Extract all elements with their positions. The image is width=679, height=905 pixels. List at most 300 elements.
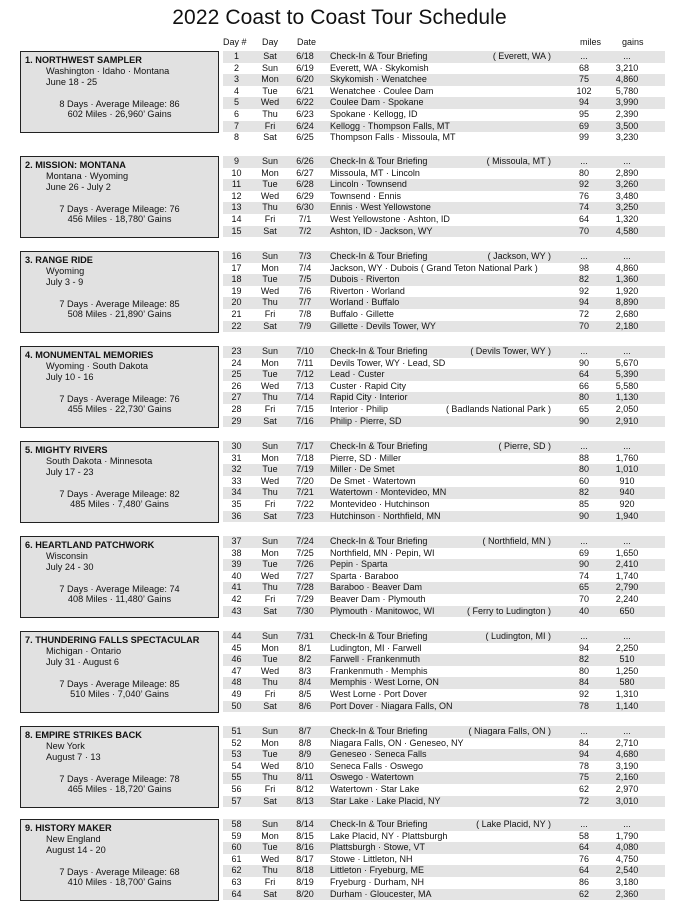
miles: 80 bbox=[578, 392, 589, 403]
route: Custer · Rapid City bbox=[330, 380, 407, 391]
day-number: 62 bbox=[231, 865, 242, 876]
route: Lead · Custer bbox=[330, 369, 385, 380]
tour-dates: June 26 - July 2 bbox=[46, 182, 111, 192]
weekday: Mon bbox=[261, 547, 279, 558]
date: 6/28 bbox=[296, 179, 314, 190]
miles: 66 bbox=[578, 380, 589, 391]
date: 7/14 bbox=[296, 392, 314, 403]
schedule-row bbox=[223, 738, 665, 750]
weekday: Mon bbox=[261, 167, 279, 178]
schedule-row bbox=[223, 796, 665, 808]
schedule-row bbox=[223, 511, 665, 523]
date: 6/18 bbox=[296, 51, 314, 61]
day-number: 20 bbox=[231, 297, 242, 308]
day-number: 34 bbox=[231, 487, 242, 498]
tour-region: Montana · Wyoming bbox=[46, 171, 129, 181]
date: 7/21 bbox=[296, 487, 314, 498]
miles: 76 bbox=[578, 190, 589, 201]
day-number: 53 bbox=[231, 749, 242, 760]
schedule-row bbox=[223, 594, 665, 606]
tour-region: Wisconsin bbox=[46, 551, 88, 561]
tour-days-mileage: 7 Days · Average Mileage: 68 bbox=[59, 867, 180, 877]
elevation-gains: 2,910 bbox=[615, 415, 639, 426]
tour-miles-gains: 485 Miles · 7,480’ Gains bbox=[70, 499, 169, 509]
day-number: 22 bbox=[231, 320, 242, 331]
weekday: Sat bbox=[263, 225, 277, 236]
day-number: 23 bbox=[231, 346, 242, 356]
date: 8/15 bbox=[296, 830, 314, 841]
weekday: Fri bbox=[264, 876, 276, 887]
date: 7/26 bbox=[296, 559, 314, 570]
tour-miles-gains: 456 Miles · 18,780’ Gains bbox=[67, 214, 172, 224]
day-number: 57 bbox=[231, 795, 242, 806]
elevation-gains: 3,480 bbox=[615, 190, 639, 201]
route: Fryeburg · Durham, NH bbox=[330, 876, 425, 887]
route: Sparta · Baraboo bbox=[330, 570, 399, 581]
date: 8/12 bbox=[296, 783, 314, 794]
day-number: 2 bbox=[233, 62, 239, 73]
tour-dates: July 3 - 9 bbox=[46, 277, 84, 287]
elevation-gains: 3,230 bbox=[615, 132, 639, 143]
date: 8/16 bbox=[296, 842, 314, 853]
route: Missoula, MT · Lincoln bbox=[330, 167, 420, 178]
schedule-row bbox=[223, 571, 665, 583]
tour-days-mileage: 7 Days · Average Mileage: 76 bbox=[59, 394, 180, 404]
day-number: 21 bbox=[231, 308, 242, 319]
elevation-gains: ... bbox=[623, 441, 631, 451]
date: 7/19 bbox=[296, 464, 314, 475]
date: 8/18 bbox=[296, 865, 314, 876]
elevation-gains: 8,890 bbox=[615, 297, 639, 308]
miles: 92 bbox=[578, 688, 589, 699]
schedule-row bbox=[223, 251, 665, 263]
day-number: 60 bbox=[231, 842, 242, 853]
miles: ... bbox=[580, 251, 588, 261]
route: Pierre, SD · Miller bbox=[330, 452, 402, 463]
tour-info-box bbox=[20, 726, 219, 808]
weekday: Mon bbox=[261, 357, 279, 368]
schedule-row bbox=[223, 499, 665, 511]
tour-days-mileage: 7 Days · Average Mileage: 74 bbox=[59, 584, 180, 594]
weekday: Wed bbox=[260, 570, 280, 581]
day-number: 1 bbox=[233, 51, 239, 61]
day-number: 37 bbox=[231, 536, 242, 546]
date: 8/10 bbox=[296, 760, 314, 771]
day-number: 44 bbox=[231, 631, 242, 641]
date: 7/13 bbox=[296, 380, 314, 391]
route-note: ( Ludington, MI ) bbox=[485, 631, 551, 641]
weekday: Thu bbox=[262, 202, 278, 213]
tour-name: 7. THUNDERING FALLS SPECTACULAR bbox=[25, 635, 200, 645]
tour-info-box bbox=[20, 441, 219, 523]
weekday: Fri bbox=[264, 593, 276, 604]
tour-region: New England bbox=[46, 834, 101, 844]
weekday: Sun bbox=[261, 819, 278, 829]
route-note: ( Niagara Falls, ON ) bbox=[468, 726, 551, 736]
schedule-row bbox=[223, 392, 665, 404]
tour-section bbox=[20, 631, 668, 716]
schedule-table bbox=[223, 251, 665, 332]
miles: 92 bbox=[578, 179, 589, 190]
elevation-gains: ... bbox=[623, 346, 631, 356]
route: Check-In & Tour Briefing bbox=[330, 51, 428, 61]
weekday: Mon bbox=[261, 642, 279, 653]
day-number: 40 bbox=[231, 570, 242, 581]
route: Baraboo · Beaver Dam bbox=[330, 582, 423, 593]
tour-info-box bbox=[20, 51, 219, 133]
miles: 99 bbox=[578, 132, 589, 143]
miles: 72 bbox=[578, 308, 589, 319]
day-number: 15 bbox=[231, 225, 242, 236]
schedule-row bbox=[223, 854, 665, 866]
elevation-gains: 2,050 bbox=[615, 403, 639, 414]
elevation-gains: 2,360 bbox=[615, 888, 639, 899]
miles: 74 bbox=[578, 570, 589, 581]
date: 6/26 bbox=[296, 156, 314, 166]
tour-name: 5. MIGHTY RIVERS bbox=[25, 445, 108, 455]
weekday: Mon bbox=[261, 830, 279, 841]
tour-region: Washington · Idaho · Montana bbox=[46, 66, 170, 76]
route: Lincoln · Townsend bbox=[330, 179, 407, 190]
tour-miles-gains: 455 Miles · 22,730’ Gains bbox=[67, 404, 172, 414]
date: 7/9 bbox=[298, 320, 312, 331]
column-header-day: Day bbox=[262, 37, 279, 47]
miles: 58 bbox=[578, 830, 589, 841]
route: Port Dover · Niagara Falls, ON bbox=[330, 700, 453, 711]
route: Geneseo · Seneca Falls bbox=[330, 749, 427, 760]
elevation-gains: 4,580 bbox=[615, 225, 639, 236]
date: 6/27 bbox=[296, 167, 314, 178]
weekday: Fri bbox=[264, 120, 276, 131]
day-number: 56 bbox=[231, 783, 242, 794]
miles: 74 bbox=[578, 202, 589, 213]
day-number: 63 bbox=[231, 876, 242, 887]
schedule-row bbox=[223, 168, 665, 180]
elevation-gains: 2,410 bbox=[615, 559, 639, 570]
route: Check-In & Tour Briefing bbox=[330, 631, 428, 641]
date: 7/20 bbox=[296, 475, 314, 486]
schedule-row bbox=[223, 121, 665, 133]
miles: 64 bbox=[578, 865, 589, 876]
column-header-date: Date bbox=[297, 37, 317, 47]
schedule-table bbox=[223, 726, 665, 807]
schedule-row bbox=[223, 831, 665, 843]
day-number: 42 bbox=[231, 593, 242, 604]
schedule-row bbox=[223, 877, 665, 889]
weekday: Fri bbox=[264, 783, 276, 794]
route-note: ( Devils Tower, WY ) bbox=[470, 346, 551, 356]
day-number: 51 bbox=[231, 726, 242, 736]
weekday: Sat bbox=[263, 700, 277, 711]
weekday: Mon bbox=[261, 452, 279, 463]
miles: 68 bbox=[578, 62, 589, 73]
date: 8/9 bbox=[298, 749, 312, 760]
schedule-row bbox=[223, 476, 665, 488]
day-number: 8 bbox=[233, 132, 239, 143]
elevation-gains: 2,890 bbox=[615, 167, 639, 178]
weekday: Sat bbox=[263, 132, 277, 143]
day-number: 41 bbox=[231, 582, 242, 593]
date: 8/4 bbox=[298, 677, 312, 688]
weekday: Sun bbox=[261, 346, 278, 356]
weekday: Tue bbox=[262, 464, 278, 475]
day-number: 30 bbox=[231, 441, 242, 451]
schedule-row bbox=[223, 358, 665, 370]
route: De Smet · Watertown bbox=[330, 475, 416, 486]
elevation-gains: ... bbox=[623, 251, 631, 261]
weekday: Thu bbox=[262, 487, 278, 498]
elevation-gains: 1,140 bbox=[615, 700, 639, 711]
weekday: Wed bbox=[260, 853, 280, 864]
route: Riverton · Worland bbox=[330, 285, 405, 296]
day-number: 35 bbox=[231, 498, 242, 509]
tour-region: Wyoming · South Dakota bbox=[46, 361, 149, 371]
date: 6/29 bbox=[296, 190, 314, 201]
tour-miles-gains: 602 Miles · 26,960’ Gains bbox=[67, 109, 172, 119]
weekday: Sat bbox=[263, 51, 277, 61]
miles: ... bbox=[580, 441, 588, 451]
weekday: Sat bbox=[263, 510, 277, 521]
tour-dates: August 7 · 13 bbox=[46, 752, 101, 762]
date: 6/21 bbox=[296, 85, 314, 96]
date: 8/6 bbox=[298, 700, 312, 711]
elevation-gains: 1,920 bbox=[615, 285, 639, 296]
date: 8/8 bbox=[298, 737, 312, 748]
day-number: 9 bbox=[233, 156, 239, 166]
schedule-row bbox=[223, 689, 665, 701]
miles: 76 bbox=[578, 853, 589, 864]
miles: ... bbox=[580, 726, 588, 736]
day-number: 55 bbox=[231, 772, 242, 783]
elevation-gains: 3,210 bbox=[615, 62, 639, 73]
tour-region: Michigan · Ontario bbox=[46, 646, 122, 656]
day-number: 49 bbox=[231, 688, 242, 699]
miles: ... bbox=[580, 346, 588, 356]
tour-dates: June 18 - 25 bbox=[46, 77, 98, 87]
weekday: Tue bbox=[262, 559, 278, 570]
tour-days-mileage: 7 Days · Average Mileage: 85 bbox=[59, 299, 180, 309]
elevation-gains: 2,180 bbox=[615, 320, 639, 331]
schedule-row bbox=[223, 749, 665, 761]
elevation-gains: 920 bbox=[619, 498, 635, 509]
date: 7/6 bbox=[298, 285, 312, 296]
tour-name: 6. HEARTLAND PATCHWORK bbox=[25, 540, 155, 550]
miles: 72 bbox=[578, 795, 589, 806]
miles: 84 bbox=[578, 737, 589, 748]
miles: 95 bbox=[578, 108, 589, 119]
day-number: 6 bbox=[233, 108, 239, 119]
route: Check-In & Tour Briefing bbox=[330, 156, 428, 166]
route-note: ( Missoula, MT ) bbox=[486, 156, 551, 166]
elevation-gains: ... bbox=[623, 156, 631, 166]
schedule-row bbox=[223, 274, 665, 286]
elevation-gains: 4,080 bbox=[615, 842, 639, 853]
miles: 88 bbox=[578, 452, 589, 463]
weekday: Tue bbox=[262, 749, 278, 760]
miles: 75 bbox=[578, 772, 589, 783]
date: 8/3 bbox=[298, 665, 312, 676]
route: Check-In & Tour Briefing bbox=[330, 346, 428, 356]
weekday: Tue bbox=[262, 85, 278, 96]
tour-info-box bbox=[20, 156, 219, 238]
route: Pepin · Sparta bbox=[330, 559, 388, 570]
weekday: Thu bbox=[262, 108, 278, 119]
tour-section bbox=[20, 819, 668, 904]
schedule-table bbox=[223, 51, 665, 144]
date: 7/18 bbox=[296, 452, 314, 463]
weekday: Tue bbox=[262, 369, 278, 380]
schedule-row bbox=[223, 701, 665, 713]
tour-dates: July 17 - 23 bbox=[46, 467, 94, 477]
route-note: ( Lake Placid, NY ) bbox=[476, 819, 551, 829]
route: Check-In & Tour Briefing bbox=[330, 819, 428, 829]
schedule-table bbox=[223, 536, 665, 617]
schedule-row bbox=[223, 559, 665, 571]
tour-info-box bbox=[20, 819, 219, 901]
schedule-table bbox=[223, 346, 665, 427]
miles: 90 bbox=[578, 559, 589, 570]
tour-name: 3. RANGE RIDE bbox=[25, 255, 93, 265]
weekday: Tue bbox=[262, 274, 278, 285]
date: 7/12 bbox=[296, 369, 314, 380]
date: 6/24 bbox=[296, 120, 314, 131]
day-number: 19 bbox=[231, 285, 242, 296]
miles: 85 bbox=[578, 498, 589, 509]
schedule-row bbox=[223, 202, 665, 214]
column-header-miles: miles bbox=[580, 37, 602, 47]
column-header-gains: gains bbox=[622, 37, 644, 47]
route: Philip · Pierre, SD bbox=[330, 415, 402, 426]
route: Worland · Buffalo bbox=[330, 297, 400, 308]
route: Plattsburgh · Stowe, VT bbox=[330, 842, 426, 853]
weekday: Thu bbox=[262, 297, 278, 308]
tour-miles-gains: 508 Miles · 21,890’ Gains bbox=[67, 309, 172, 319]
day-number: 38 bbox=[231, 547, 242, 558]
date: 6/23 bbox=[296, 108, 314, 119]
elevation-gains: ... bbox=[623, 631, 631, 641]
route-note: ( Badlands National Park ) bbox=[445, 403, 551, 414]
weekday: Wed bbox=[260, 665, 280, 676]
date: 8/7 bbox=[298, 726, 312, 736]
tour-days-mileage: 7 Days · Average Mileage: 82 bbox=[59, 489, 180, 499]
elevation-gains: 1,130 bbox=[615, 392, 639, 403]
tour-name: 9. HISTORY MAKER bbox=[25, 823, 112, 833]
route-note: ( Ferry to Ludington ) bbox=[466, 605, 551, 616]
elevation-gains: 1,010 bbox=[615, 464, 639, 475]
weekday: Fri bbox=[264, 498, 276, 509]
tour-info-box bbox=[20, 631, 219, 713]
route: Spokane · Kellogg, ID bbox=[330, 108, 418, 119]
weekday: Sun bbox=[261, 62, 278, 73]
elevation-gains: ... bbox=[623, 51, 631, 61]
day-number: 64 bbox=[231, 888, 242, 899]
elevation-gains: 1,250 bbox=[615, 665, 639, 676]
date: 7/29 bbox=[296, 593, 314, 604]
elevation-gains: 1,320 bbox=[615, 213, 639, 224]
schedule-row bbox=[223, 643, 665, 655]
route: Jackson, WY · Dubois ( Grand Teton National Park ) bbox=[330, 262, 538, 273]
date: 8/14 bbox=[296, 819, 314, 829]
route: Everett, WA · Skykomish bbox=[330, 62, 429, 73]
schedule-row bbox=[223, 654, 665, 666]
day-number: 16 bbox=[231, 251, 242, 261]
date: 7/30 bbox=[296, 605, 314, 616]
weekday: Sun bbox=[261, 251, 278, 261]
day-number: 29 bbox=[231, 415, 242, 426]
route: Beaver Dam · Plymouth bbox=[330, 593, 426, 604]
schedule-row bbox=[223, 677, 665, 689]
route-note: ( Northfield, MN ) bbox=[482, 536, 551, 546]
schedule-row bbox=[223, 404, 665, 416]
tour-miles-gains: 408 Miles · 11,480’ Gains bbox=[67, 594, 172, 604]
route: Miller · De Smet bbox=[330, 464, 395, 475]
route: West Lorne · Port Dover bbox=[330, 688, 427, 699]
weekday: Sun bbox=[261, 726, 278, 736]
tour-region: Wyoming bbox=[46, 266, 85, 276]
weekday: Fri bbox=[264, 308, 276, 319]
route: Memphis · West Lorne, ON bbox=[330, 677, 439, 688]
schedule-row bbox=[223, 369, 665, 381]
weekday: Sat bbox=[263, 795, 277, 806]
date: 6/25 bbox=[296, 132, 314, 143]
day-number: 3 bbox=[233, 74, 239, 85]
date: 8/17 bbox=[296, 853, 314, 864]
elevation-gains: 3,500 bbox=[615, 120, 639, 131]
elevation-gains: 2,160 bbox=[615, 772, 639, 783]
route: Coulee Dam · Spokane bbox=[330, 97, 424, 108]
schedule-row bbox=[223, 865, 665, 877]
miles: 90 bbox=[578, 510, 589, 521]
tour-miles-gains: 510 Miles · 7,040’ Gains bbox=[70, 689, 169, 699]
schedule-row bbox=[223, 381, 665, 393]
schedule-row bbox=[223, 226, 665, 238]
tour-dates: July 31 · August 6 bbox=[46, 657, 120, 667]
route: Northfield, MN · Pepin, WI bbox=[330, 547, 435, 558]
tour-name: 8. EMPIRE STRIKES BACK bbox=[25, 730, 142, 740]
tour-section bbox=[20, 726, 668, 811]
day-number: 59 bbox=[231, 830, 242, 841]
elevation-gains: 5,390 bbox=[615, 369, 639, 380]
day-number: 31 bbox=[231, 452, 242, 463]
tour-section bbox=[20, 536, 668, 621]
tour-info-box bbox=[20, 251, 219, 333]
schedule-table bbox=[223, 441, 665, 522]
route-note: ( Jackson, WY ) bbox=[487, 251, 551, 261]
weekday: Fri bbox=[264, 213, 276, 224]
tour-days-mileage: 7 Days · Average Mileage: 76 bbox=[59, 204, 180, 214]
date: 7/31 bbox=[296, 631, 314, 641]
weekday: Fri bbox=[264, 688, 276, 699]
miles: 65 bbox=[578, 582, 589, 593]
weekday: Sun bbox=[261, 441, 278, 451]
miles: 70 bbox=[578, 225, 589, 236]
tour-region: New York bbox=[46, 741, 85, 751]
schedule-row bbox=[223, 606, 665, 618]
weekday: Fri bbox=[264, 403, 276, 414]
elevation-gains: 2,680 bbox=[615, 308, 639, 319]
elevation-gains: 2,250 bbox=[615, 642, 639, 653]
miles: 82 bbox=[578, 654, 589, 665]
elevation-gains: 1,310 bbox=[615, 688, 639, 699]
elevation-gains: 2,540 bbox=[615, 865, 639, 876]
route: Check-In & Tour Briefing bbox=[330, 251, 428, 261]
elevation-gains: 650 bbox=[619, 605, 635, 616]
day-number: 39 bbox=[231, 559, 242, 570]
miles: 62 bbox=[578, 888, 589, 899]
schedule-row bbox=[223, 464, 665, 476]
miles: 92 bbox=[578, 285, 589, 296]
route: Devils Tower, WY · Lead, SD bbox=[330, 357, 446, 368]
